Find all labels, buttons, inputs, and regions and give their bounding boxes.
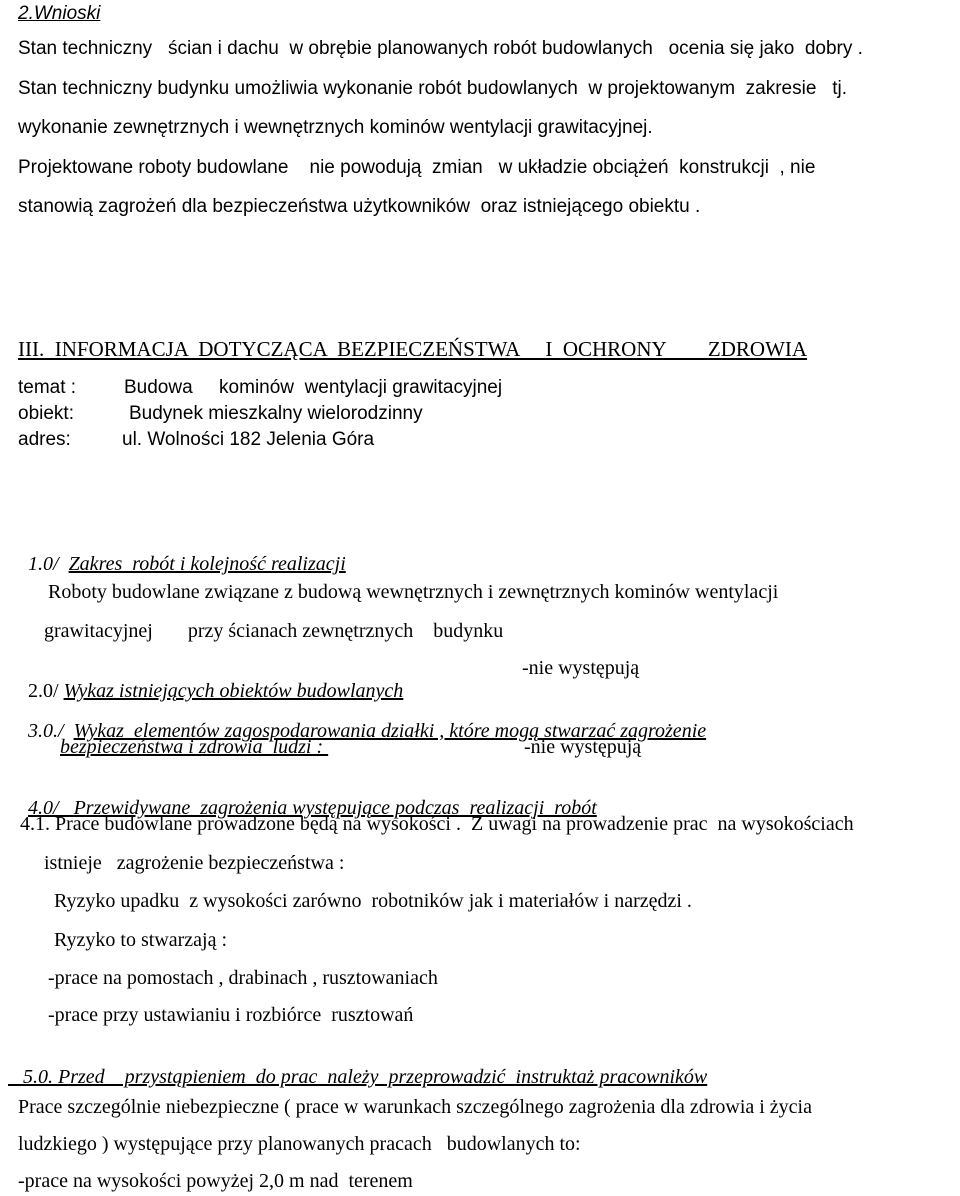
s2-title: Wykaz istniejących obiektów budowlanych [63,680,404,702]
s1-number: 1.0/ [28,553,59,575]
s2-status: -nie występują [522,657,640,679]
s4-line-6: -prace przy ustawianiu i rozbiórce rusztowań [48,1004,414,1026]
wnioski-heading: 2.Wnioski [18,3,101,24]
s1-title-row [18,530,346,576]
s1-line-1: Roboty budowlane związane z budową wewnętrznych i zewnętrznych kominów wentylacji [48,581,779,603]
s3-title-2: bezpieczeństwa i zdrowia ludzi : [60,736,329,758]
field-value-temat: Budowa kominów wentylacji grawitacyjnej [124,377,503,398]
s4-line-5: -prace na pomostach , drabinach , rusztowaniach [48,967,438,989]
s3-title-1: Wykaz elementów zagospodarowania działki , które mogą stwarzać zagrożenie [73,720,707,742]
s1-line-2: grawitacyjnej przy ścianach zewnętrznych budynku [44,620,504,642]
s4-line-2: istnieje zagrożenie bezpieczeństwa : [44,852,345,874]
field-value-obiekt: Budynek mieszkalny wielorodzinny [129,403,423,424]
wnioski-line-1: Stan techniczny ścian i dachu w obrębie planowanych robót budowlanych ocenia się jako dobry . [18,38,863,59]
s5-line-1: Prace szczególnie niebezpieczne ( prace w warunkach szczególnego zagrożenia dla zdrowia i życia [18,1096,812,1118]
wnioski-line-2: Stan techniczny budynku umożliwia wykonanie robót budowlanych w projektowanym zakresie tj. [18,78,848,99]
s5-title: Przed przystąpieniem do prac należy przeprowadzić instruktaż pracowników [58,1066,708,1088]
s1-title: Zakres robót i kolejność realizacji [68,553,346,575]
wnioski-line-5: stanowią zagrożeń dla bezpieczeństwa użytkowników oraz istniejącego obiektu . [18,196,701,217]
s3-status: -nie występują [524,736,642,758]
wnioski-line-3: wykonanie zewnętrznych i wewnętrznych kominów wentylacji grawitacyjnej. [18,117,653,138]
s5-title-row [8,1043,707,1089]
s5-line-2: ludzkiego ) występujące przy planowanych pracach budowlanych to: [18,1133,581,1155]
field-label-adres: adres: [18,429,71,450]
field-label-temat: temat : [18,377,77,398]
s5-line-3: -prace na wysokości powyżej 2,0 m nad terenem [18,1170,413,1192]
s3-number: 3.0./ [28,720,64,742]
field-label-obiekt: obiekt: [18,403,74,424]
field-value-adres: ul. Wolności 182 Jelenia Góra [122,429,375,450]
s4-line-4: Ryzyko to stwarzają : [54,929,228,951]
wnioski-line-4: Projektowane roboty budowlane nie powodują zmian w układzie obciążeń konstrukcji , nie [18,157,816,178]
s4-line-3: Ryzyko upadku z wysokości zarówno robotników jak i materiałów i narzędzi . [54,890,692,912]
section-3-heading: III. INFORMACJA DOTYCZĄCA BEZPIECZEŃSTWA I OCHRONY ZDROWIA [18,337,808,361]
s4-line-1: 4.1. Prace budowlane prowadzone będą na wysokości . Z uwagi na prowadzenie prac na wysokościach [20,813,854,835]
s5-number: 5.0. [23,1066,53,1088]
s4-title: Przewidywane zagrożenia występujące podczas realizacji robót [73,797,597,819]
s2-number: 2.0/ [28,680,59,702]
s4-number: 4.0/ [28,797,59,819]
